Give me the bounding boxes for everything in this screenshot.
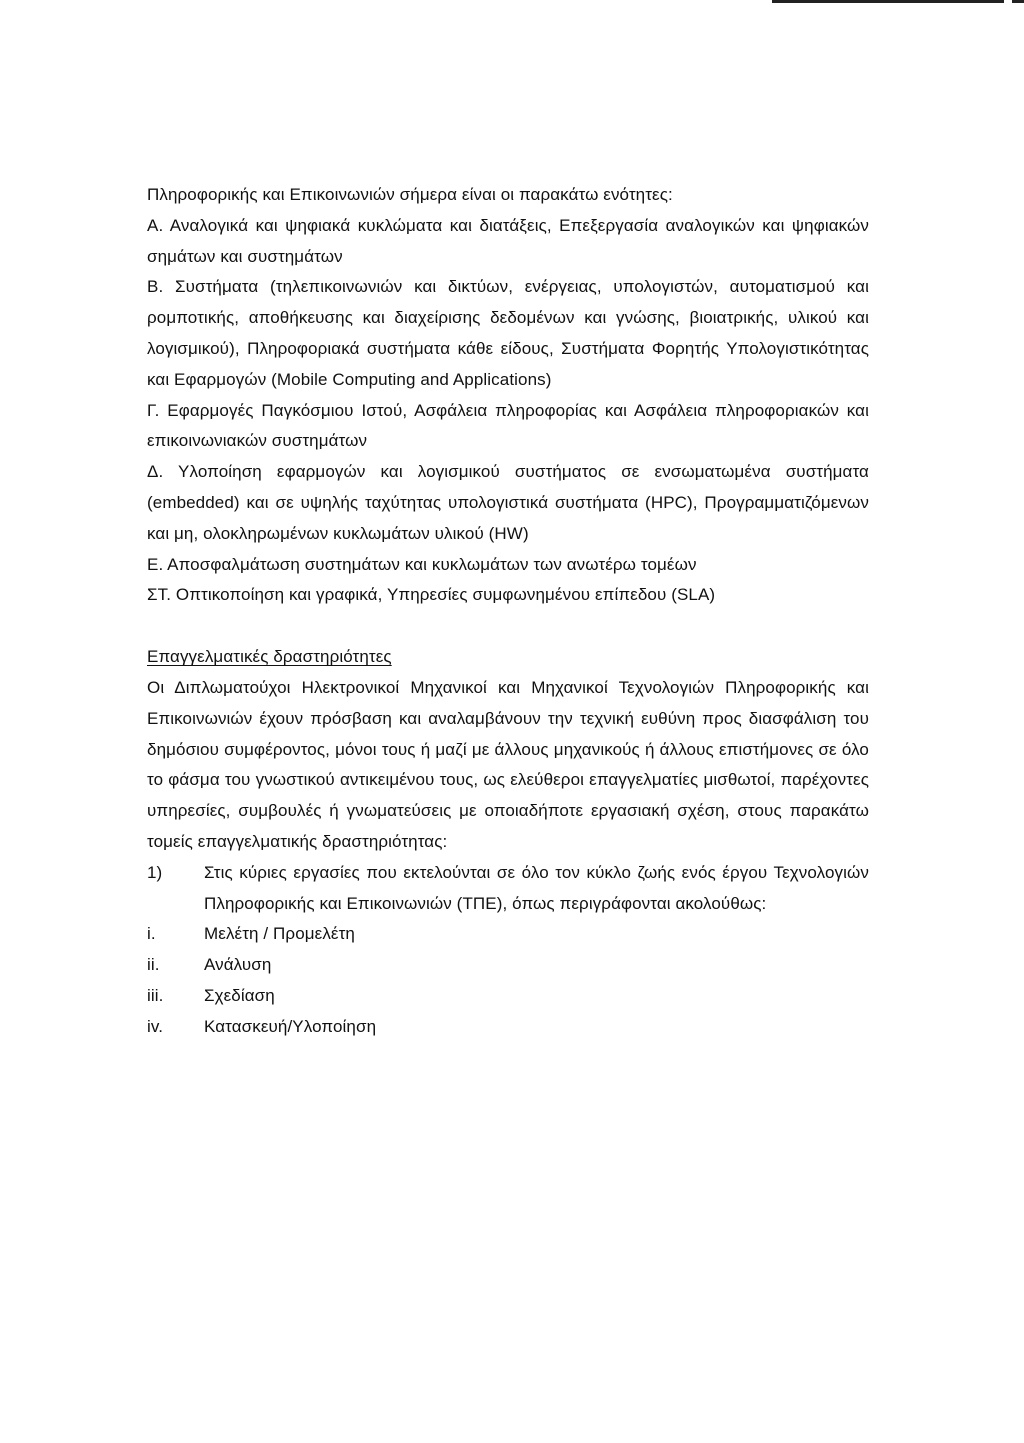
sub-list-item — [147, 1012, 869, 1043]
sub-list-marker: iii. — [147, 985, 164, 1005]
list-item-text: Στις κύριες εργασίες που εκτελούνται σε όλο τον κύκλο ζωής ενός έργου Τεχνολογιών Πληροφορικής και Επικοινωνιών (ΤΠΕ), όπως περιγράφονται ακολούθως: — [204, 862, 869, 913]
sub-list-item — [147, 950, 869, 981]
document-page — [147, 180, 869, 1043]
sub-list-item — [147, 919, 869, 950]
sub-list-text: Μελέτη / Προμελέτη — [204, 924, 355, 944]
sub-list-marker: i. — [147, 924, 156, 944]
numbered-list — [147, 858, 869, 920]
sub-list-text: Κατασκευή/Υλοποίηση — [204, 1016, 377, 1036]
list-marker: 1) — [147, 862, 163, 882]
sub-list-text: Ανάλυση — [204, 955, 272, 975]
sub-list-text: Σχεδίαση — [204, 985, 275, 1005]
sub-list-item — [147, 981, 869, 1012]
sub-list-marker: iv. — [147, 1016, 164, 1036]
paragraph-intro: Πληροφορικής και Επικοινωνιών σήμερα είναι οι παρακάτω ενότητες: — [147, 185, 673, 204]
paragraph-section-a: Α. Αναλογικά και ψηφιακά κυκλώματα και διατάξεις, Επεξεργασία αναλογικών και ψηφιακών σημάτων και συστημάτων — [147, 215, 869, 266]
sub-list — [147, 919, 869, 1042]
paragraph-section-c: Γ. Εφαρμογές Παγκόσμιου Ιστού, Ασφάλεια πληροφορίας και Ασφάλεια πληροφοριακών και επικοινωνιακών συστημάτων — [147, 400, 869, 451]
section-spacer — [147, 611, 869, 642]
scan-edge-line — [772, 0, 1004, 3]
scan-edge-mark — [1012, 0, 1024, 3]
paragraph-section-d: Δ. Υλοποίηση εφαρμογών και λογισμικού συστήματος σε ενσωματωμένα συστήματα (embedded) και σε υψηλής ταχύτητας υπολογιστικά συστήματα (HPC), Προγραμματιζόμενων και μη, ολοκληρωμένων κυκλωμάτων υλικού (HW) — [147, 462, 869, 543]
paragraph-section-b: Β. Συστήματα (τηλεπικοινωνιών και δικτύων, ενέργειας, υπολογιστών, αυτοματισμού και ρομποτικής, αποθήκευσης και διαχείρισης δεδομένων και γνώσης, βιοιατρικής, υλικού και λογισμικού), Πληροφοριακά συστήματα κάθε είδους, Συστήματα Φορητής Υπολογιστικότητας και Εφαρμογών (Mobile Computing and Applications) — [147, 277, 869, 389]
section-body: Οι Διπλωματούχοι Ηλεκτρονικοί Μηχανικοί και Μηχανικοί Τεχνολογιών Πληροφορικής και Επικοινωνιών έχουν πρόσβαση και αναλαμβάνουν την τεχνική ευθύνη προς διασφάλιση του δημόσιου συμφέροντος, μόνοι τους ή μαζί με άλλους μηχανικούς ή άλλους επιστήμονες σε όλο το φάσμα του γνωστικού αντικειμένου τους, ως ελεύθεροι επαγγελματίες μισθωτοί, παρέχοντες υπηρεσίες, συμβουλές ή γνωματεύσεις με οποιαδήποτε εργασιακή σχέση, στους παρακάτω τομείς επαγγελματικής δραστηριότητας: — [147, 677, 869, 851]
paragraph-section-st: ΣΤ. Οπτικοποίηση και γραφικά, Υπηρεσίες συμφωνημένου επίπεδου (SLA) — [147, 585, 716, 605]
sub-list-marker: ii. — [147, 955, 160, 975]
numbered-list-item — [147, 858, 869, 920]
section-heading: Επαγγελματικές δραστηριότητες — [147, 647, 392, 667]
paragraph-section-e: Ε. Αποσφαλμάτωση συστημάτων και κυκλωμάτων των ανωτέρω τομέων — [147, 554, 697, 574]
